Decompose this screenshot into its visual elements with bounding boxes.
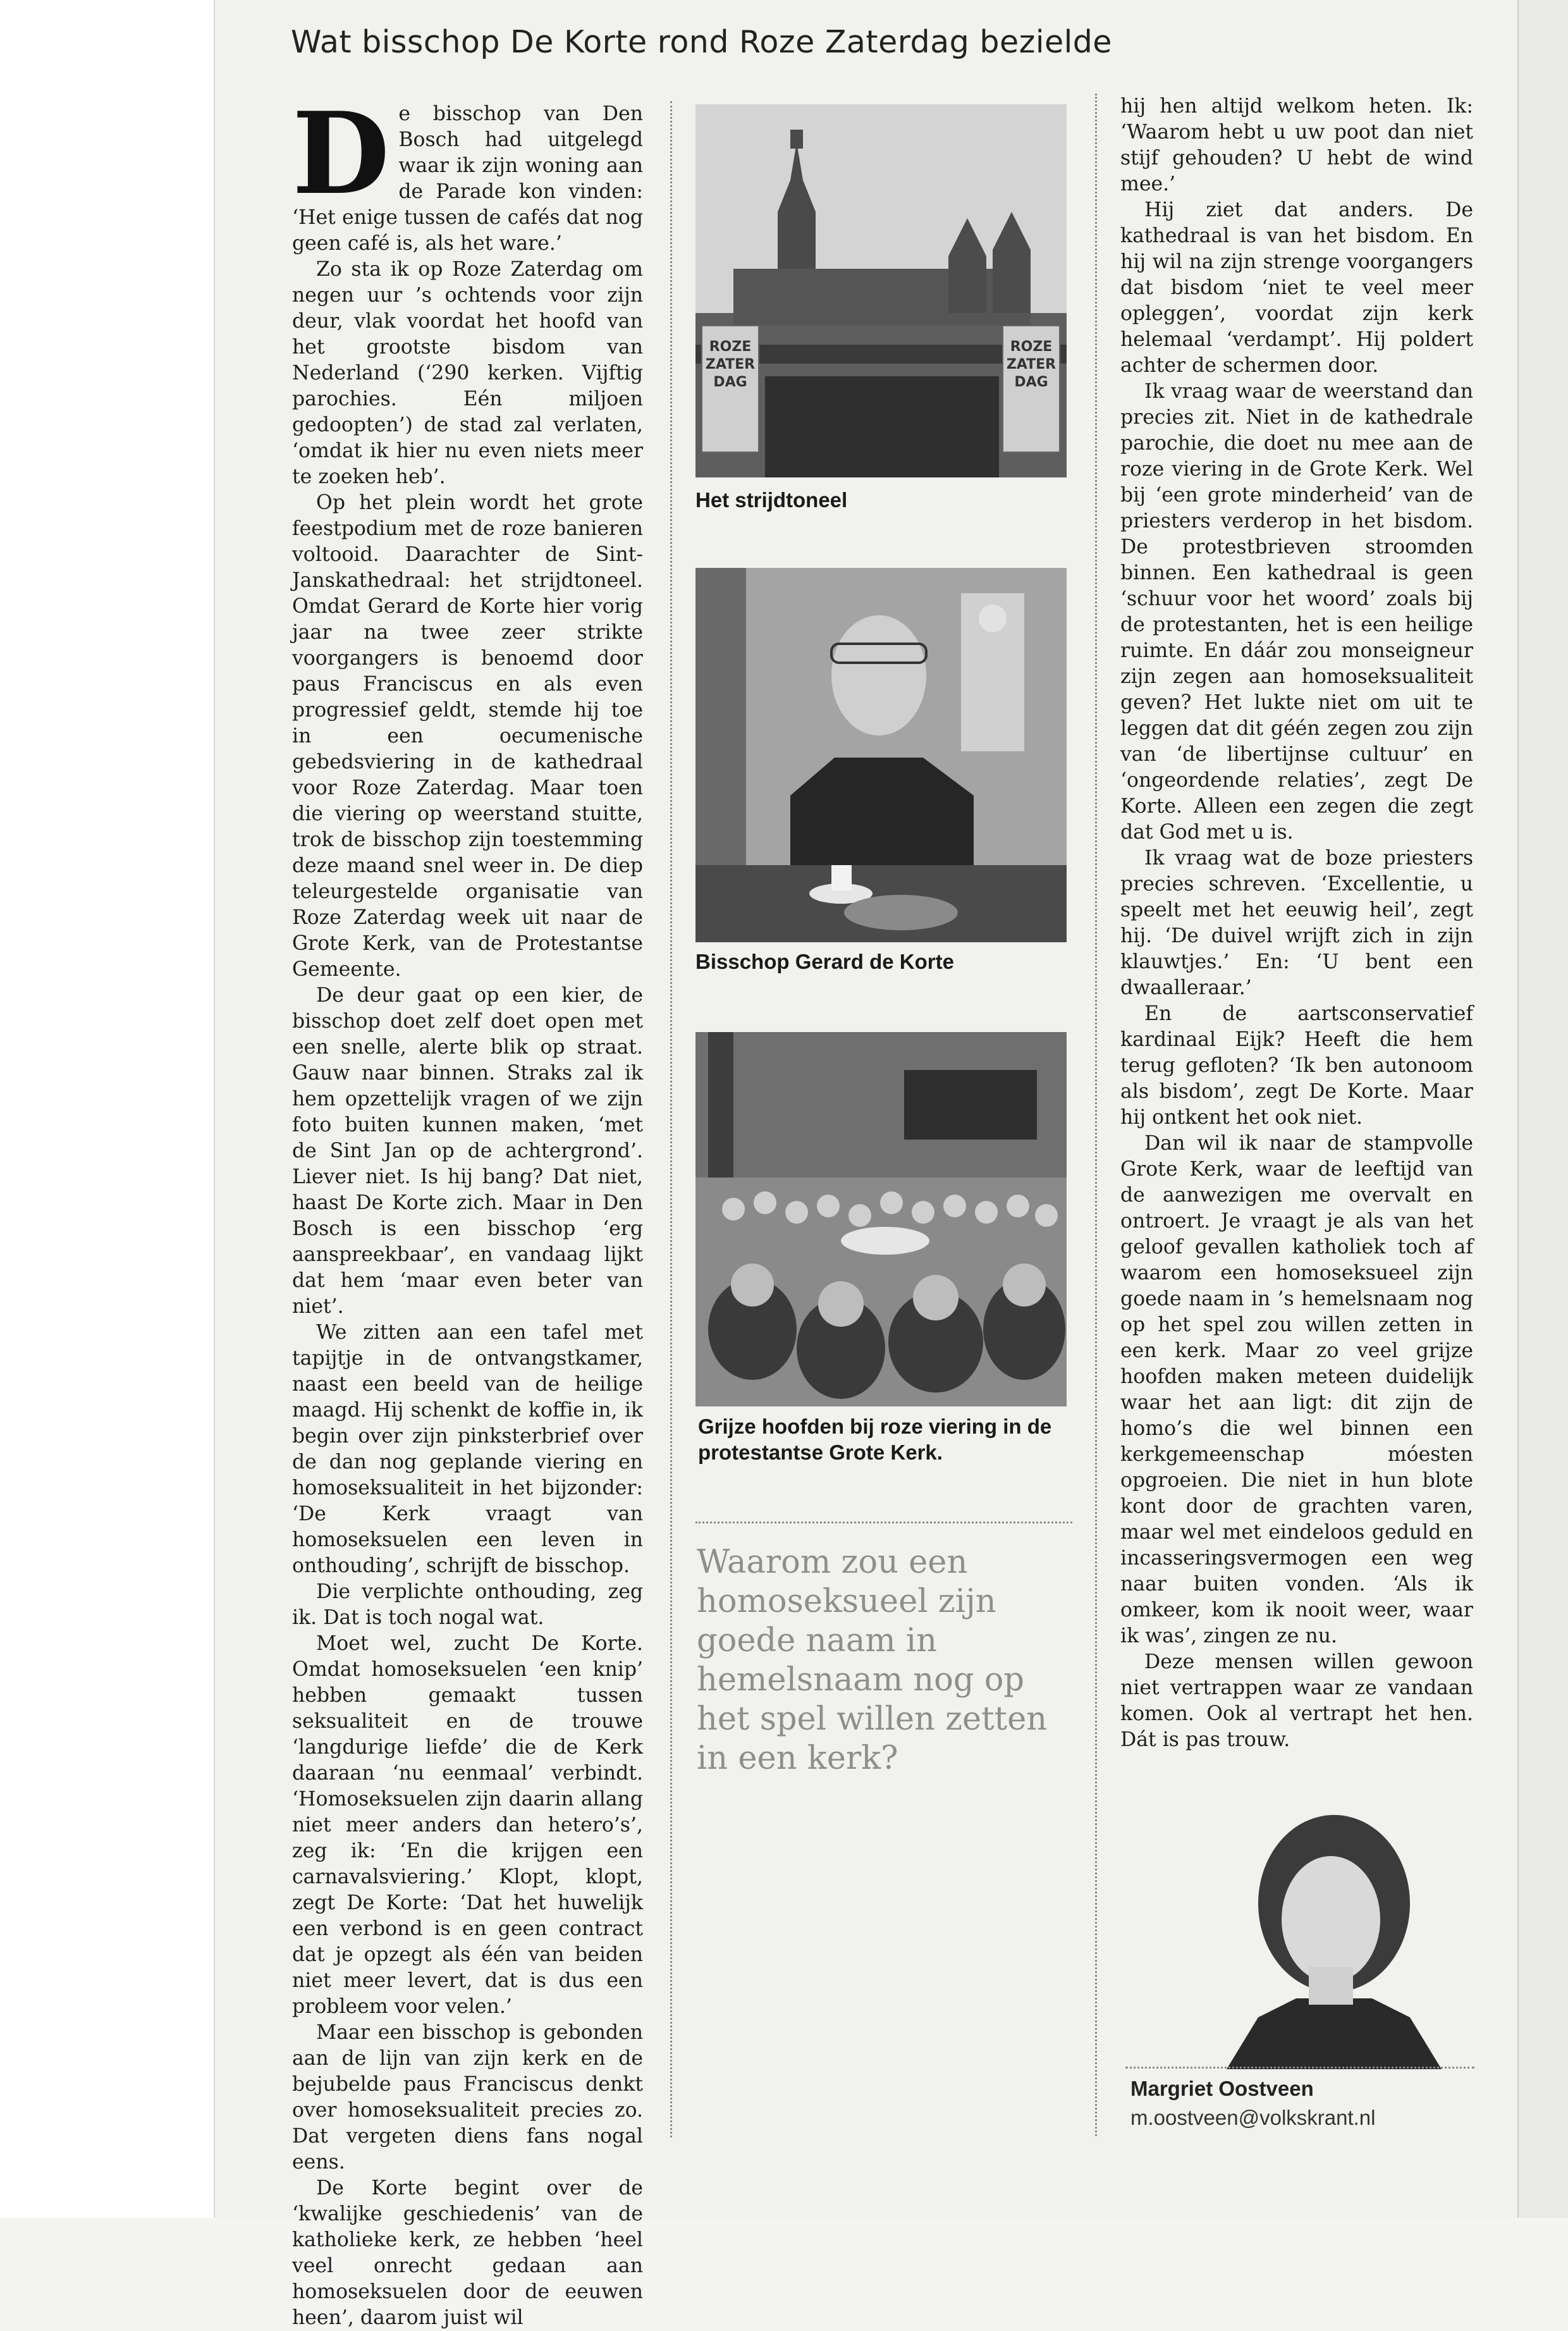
banner-text-line: DAG [713,374,747,390]
article-column-3 [1120,94,1473,1753]
author-portrait-illustration [1201,1809,1454,2069]
paragraph: Zo sta ik op Roze Zaterdag om negen uur ’s ochtends voor zijn deur, vlak voordat het hoofd van het grootste bisdom van Nederland (‘290 kerken. Vijftig parochies. Eén miljoen gedoopten’) de stad zal verlaten, ‘omdat ik hier nu even niets meer te zoeken heb’. [292,258,643,488]
article-column-1 [292,87,643,2331]
church-gathering-illustration [695,1032,1067,1406]
paragraph: Hij ziet dat anders. De kathedraal is van het bisdom. En hij wil na zijn strenge voorgangers dat bisdom ‘niet te veel meer opleggen’, voordat zijn kerk helemaal ‘verdampt’. Hij poldert achter de schermen door. [1120,199,1473,377]
paragraph: Die verplichte onthouding, zeg ik. Dat is toch nogal wat. [292,1580,643,1629]
paragraph: hij hen altijd welkom heten. Ik: ‘Waarom hebt u uw poot dan niet stijf gehouden? U hebt de wind mee.’ [1120,95,1473,195]
adjacent-page-edge [1517,0,1568,2218]
author-name: Margriet Oostveen [1130,2077,1314,2100]
paragraph: e bisschop van Den Bosch had uitgelegd waar ik zijn woning aan de Parade kon vinden: ‘Het enige tussen de cafés dat nog geen café is, als het ware.’ [292,102,643,255]
pull-quote: Waarom zou een homoseksueel zijn goede naam in hemelsnaam nog op het spel willen zetten in een kerk? [697,1544,1048,1777]
paragraph: De deur gaat op een kier, de bisschop doet zelf doet open met een snelle, alerte blik op straat. Gauw naar binnen. Straks zal ik hem opzettelijk vragen of we zijn foto buiten kunnen maken, ‘met de Sint Jan op de achtergrond’. Liever niet. Is hij bang? Dat niet, haast De Korte zich. Maar in Den Bosch is een bisschop ‘erg aanspreekbaar’, en vandaag lijkt dat hem ‘maar even beter van niet’. [292,984,643,1318]
byline-divider [1125,2067,1474,2069]
banner-text-line: ROZE [1010,339,1053,355]
photo-caption: Grijze hoofden bij roze viering in de protestantse Grote Kerk. [698,1415,1052,1464]
banner-text-line: ZATER [705,357,756,372]
bishop-illustration [695,568,1067,942]
cathedral-illustration [695,104,1067,477]
church-gathering-photo [695,1032,1067,1406]
banner-text-line: ROZE [709,339,752,355]
paragraph: Op het plein wordt het grote feestpodium met de roze banieren voltooid. Daarachter de Sint-Janskathedraal: het strijdtoneel. Omdat Gerard de Korte hier vorig jaar na twee zeer strikte voorgangers is benoemd door paus Franciscus en als even progressief geldt, stemde hij toe in een oecumenische gebedsviering in de kathedraal voor Roze Zaterdag. Maar toen die viering op weerstand stuitte, trok de bisschop zijn toestemming deze maand snel weer in. De diep teleurgestelde organisatie van Roze Zaterdag week uit naar de Grote Kerk, van de Protestantse Gemeente. [292,491,643,981]
article-headline: Wat bisschop De Korte rond Roze Zaterdag bezielde [291,24,1112,60]
paragraph: Moet wel, zucht De Korte. Omdat homoseksuelen ‘een knip’ hebben gemaakt tussen seksualiteit en de trouwe ‘langdurige liefde’ die de Kerk daaraan ‘nu eenmaal’ verbindt. ‘Homoseksuelen zijn daarin allang niet meer anders dan hetero’s’, zeg ik: ‘En die krijgen een carnavalsviering.’ Klopt, klopt, zegt De Korte: ‘Dat het huwelijk een verbond is en geen contract dat je opzegt als één van beiden niet meer levert, dat is dus een probleem voor velen.’ [292,1632,643,2018]
paragraph: Ik vraag wat de boze priesters precies schreven. ‘Excellentie, u speelt met het eeuwig heil’, zegt hij. ‘De duivel wrijft zich in zijn klauwtjes.’ En: ‘U bent een dwaalleraar.’ [1120,847,1473,999]
banner-text-line: DAG [1014,374,1048,390]
bishop-photo [695,568,1067,942]
column-divider [1095,94,1097,2136]
scan-margin [0,0,214,2218]
paragraph: Deze mensen willen gewoon niet vertrappen waar ze vandaan komen. Ook al vertrapt het hen. Dát is pas trouw. [1120,1651,1473,1751]
paragraph: Maar een bisschop is gebonden aan de lijn van zijn kerk en de bejubelde paus Franciscus denkt over homoseksualiteit precies zo. Dat vergeten diens fans nogal eens. [292,2021,643,2174]
paragraph: Dan wil ik naar de stampvolle Grote Kerk, waar de leeftijd van de aanwezigen me overvalt en ontroert. Je vraagt je als van het geloof gevallen katholiek toch af waarom een homoseksueel zijn goede naam in ’s hemelsnaam nog op het spel zou willen zetten in een kerk. Maar zo veel grijze hoofden maken meteen duidelijk waar het aan ligt: dit zijn de homo’s die wel binnen een kerkgemeenschap móesten opgroeien. Die niet in hun blote kont door de grachten varen, maar wel met eindeloos geduld en incasseringsvermogen een weg naar buiten vonden. ‘Als ik omkeer, kom ik nooit weer, waar ik was’, zingen ze nu. [1120,1132,1473,1647]
column-divider [670,101,672,2137]
paragraph: We zitten aan een tafel met tapijtje in de ontvangstkamer, naast een beeld van de heilige maagd. Hij schenkt de koffie in, ik begin over zijn pinksterbrief over de dan nog geplande viering en homoseksualiteit in het bijzonder: ‘De Kerk vraagt van homoseksuelen een leven in onthouding’, schrijft de bisschop. [292,1321,643,1577]
paragraph: En de aartsconservatief kardinaal Eijk? Heeft die hem terug gefloten? ‘Ik ben autonoom als bisdom’, zegt De Korte. Maar hij ontkent het ook niet. [1120,1002,1473,1129]
dropcap: D [292,87,390,219]
author-portrait [1201,1809,1454,2069]
cathedral-photo [695,104,1067,477]
photo-caption: Bisschop Gerard de Korte [695,950,954,973]
paragraph: De Korte begint over de ‘kwalijke geschiedenis’ van de katholieke kerk, ze hebben ‘heel veel onrecht gedaan aan homoseksuelen door de eeuwen heen’, daarom juist wil [292,2177,643,2329]
author-email[interactable]: m.oostveen@volkskrant.nl [1130,2106,1376,2129]
quote-divider [695,1522,1072,1523]
paragraph: Ik vraag waar de weerstand dan precies zit. Niet in de kathedrale parochie, die doet nu mee aan de roze viering in de Grote Kerk. Wel bij ‘een grote minderheid’ van de priesters verderop in het bisdom. De protestbrieven stroomden binnen. Een kathedraal is geen ‘schuur voor het woord’ zoals bij de protestanten, het is een heilige ruimte. En dáár zou monseigneur zijn zegen aan homoseksualiteit geven? Het lukte niet om uit te leggen dat dit géén zegen zou zijn van ‘de libertijnse cultuur’ en ‘ongeordende relaties’, zegt De Korte. Alleen een zegen die zegt dat God met u is. [1120,380,1473,844]
photo-caption: Het strijdtoneel [695,488,848,512]
banner-text-line: ZATER [1006,357,1057,372]
